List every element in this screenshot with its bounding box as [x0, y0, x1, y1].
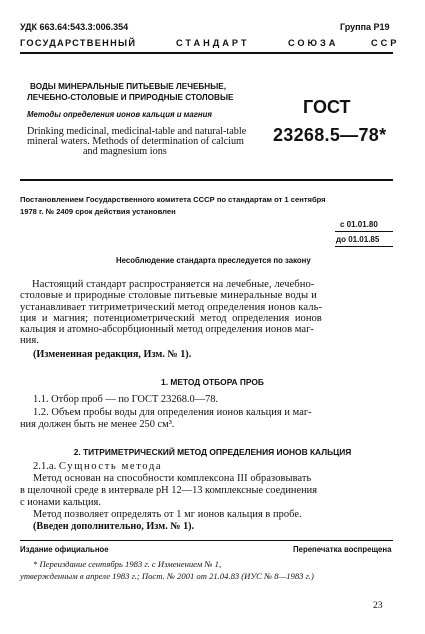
- intro-line: ция и магния; потенциометрический метод определения ионов: [20, 312, 322, 324]
- page-number: 23: [373, 600, 383, 611]
- title-rule: [20, 179, 393, 181]
- title-ru-line2: ЛЕЧЕБНО-СТОЛОВЫЕ И ПРИРОДНЫЕ СТОЛОВЫЕ: [27, 93, 234, 102]
- reissue-note-line1: * Переиздание сентябрь 1983 г. с Изменением № 1,: [33, 559, 222, 569]
- section1-p2-line1: 1.2. Объем пробы воды для определения ионов кальция и маг-: [33, 407, 312, 418]
- group-code: Группа Р19: [340, 22, 390, 32]
- section1-heading: 1. МЕТОД ОТБОРА ПРОБ: [161, 377, 264, 387]
- title-en-line1: Drinking medicinal, medicinal-table and natural-table: [27, 126, 247, 137]
- section2-amendment-note: (Введен дополнительно, Изм. № 1).: [33, 521, 195, 532]
- section2-body-line2: в щелочной среде в интервале pH 12—13 комплексные соединения: [20, 485, 317, 496]
- intro-line: кальция и атомно-абсорбционный метод определения ионов маг-: [20, 324, 314, 336]
- title-ru-line1: ВОДЫ МИНЕРАЛЬНЫЕ ПИТЬЕВЫЕ ЛЕЧЕБНЫЕ,: [30, 82, 226, 91]
- decree-line2: 1978 г. № 2409 срок действия установлен: [20, 207, 176, 216]
- footer-rule: [20, 540, 393, 541]
- date-underline-2: [335, 246, 393, 247]
- gost-number: 23268.5—78*: [273, 125, 387, 145]
- banner-word-state: ГОСУДАРСТВЕННЫЙ: [20, 38, 137, 48]
- reissue-note-line2: утвержденным в апреле 1983 г.; Пост. № 2001 от 21.04.83 (ИУС № 8—1983 г.): [20, 571, 314, 581]
- section1-p2-line2: ния должен быть не менее 250 см³.: [20, 419, 175, 430]
- section2-body2: Метод позволяет определять от 1 мг ионов кальция в пробе.: [33, 509, 302, 520]
- penalty-notice: Несоблюдение стандарта преследуется по закону: [116, 256, 311, 265]
- section1-p1: 1.1. Отбор проб — по ГОСТ 23268.0—78.: [33, 394, 219, 405]
- banner-word-union: СОЮЗА: [288, 38, 339, 48]
- section2-sub-number: 2.1.а.: [33, 461, 57, 472]
- title-en-line3: and magnesium ions: [83, 146, 167, 157]
- decree-line1: Постановлением Государственного комитета СССР по стандартам от 1 сентября: [20, 195, 326, 204]
- decree-to-date: до 01.01.85: [336, 235, 380, 244]
- section2-body-line1: Метод основан на способности комплексона III образовывать: [33, 473, 312, 484]
- banner-word-standard: СТАНДАРТ: [176, 38, 250, 48]
- section2-heading: 2. ТИТРИМЕТРИЧЕСКИЙ МЕТОД ОПРЕДЕЛЕНИЯ ИОНОВ КАЛЬЦИЯ: [73, 447, 352, 457]
- section2-body-line3: с ионами кальция.: [20, 497, 101, 508]
- section2-sub-title: Сущность метода: [58, 461, 163, 472]
- reprint-prohibited: Перепечатка воспрещена: [293, 545, 392, 554]
- gost-label: ГОСТ: [303, 97, 351, 117]
- intro-amendment-note: (Измененная редакция, Изм. № 1).: [33, 349, 192, 360]
- title-ru-methods: Методы определения ионов кальция и магния: [27, 110, 212, 119]
- official-edition: Издание официальное: [20, 545, 109, 554]
- date-underline-1: [335, 231, 393, 232]
- title-en-line2: mineral waters. Methods of determination of calcium: [27, 136, 244, 147]
- intro-line: Настоящий стандарт распространяется на лечебные, лечебно-: [32, 279, 315, 290]
- banner-word-ssr: ССР: [371, 38, 400, 48]
- decree-from-date: с 01.01.80: [340, 220, 378, 229]
- intro-line: столовые и природные столовые питьевые минеральные воды и: [20, 290, 317, 302]
- intro-line: ния.: [20, 335, 39, 347]
- udk-code: УДК 663.64:543.3:006.354: [20, 22, 129, 32]
- header-rule: [20, 52, 393, 54]
- intro-paragraph: [20, 279, 394, 347]
- intro-line: устанавливает титриметрический метод определения ионов каль-: [20, 301, 323, 313]
- section2-subheading: [33, 461, 162, 472]
